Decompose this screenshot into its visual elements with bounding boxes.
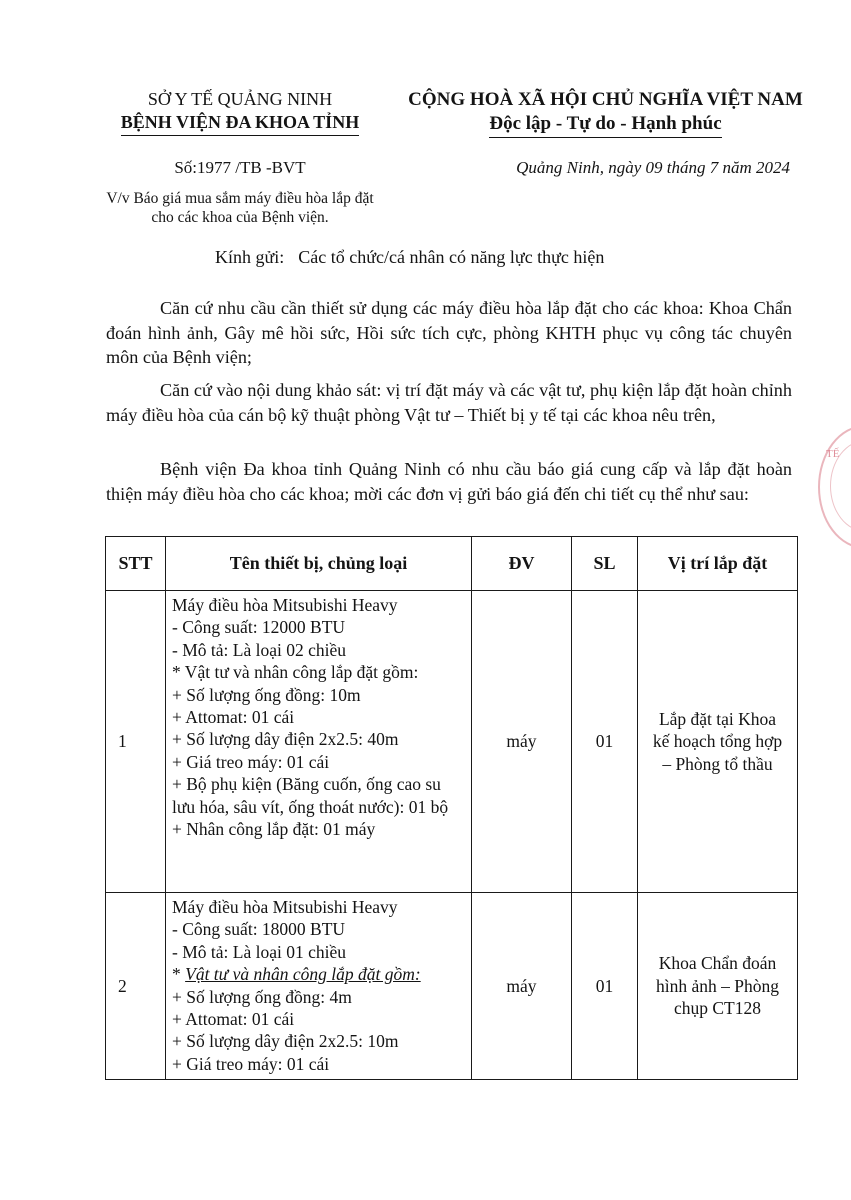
stamp-text: TẾ [826,448,840,460]
recipient-value: Các tổ chức/cá nhân có năng lực thực hiện [298,247,605,267]
paragraph-1: Căn cứ nhu cầu cần thiết sử dụng các máy điều hòa lắp đặt cho các khoa: Khoa Chẩn đoán hình ảnh, Gây mê hồi sức, Hồi sức tích cực, phòng KHTH phục vụ công tác chuyên môn của Bệnh viện; [106,298,792,367]
table-header-row [106,537,798,591]
header-unit: ĐV [472,537,572,591]
cell-location: Lắp đặt tại Khoa kế hoạch tổng hợp – Phòng tổ thầu [638,591,798,893]
cell-unit: máy [472,591,572,893]
cell-unit: máy [472,893,572,1080]
paragraph-3: Bệnh viện Đa khoa tỉnh Quảng Ninh có nhu cầu báo giá cung cấp và lắp đặt hoàn thiện máy điều hòa cho các khoa; mời các đơn vị gửi báo giá đến chi tiết cụ thể như sau: [106,459,792,504]
table-row [106,893,798,1080]
cell-stt: 1 [106,591,166,893]
subject-line-1: V/v Báo giá mua sắm máy điều hòa lắp đặt [106,190,374,207]
org-name: BỆNH VIỆN ĐA KHOA TỈNH [121,111,359,136]
equipment-table [105,536,798,1080]
national-motto: Độc lập - Tự do - Hạnh phúc [489,112,721,138]
country-name: CỘNG HOÀ XÃ HỘI CHỦ NGHĨA VIỆT NAM [408,89,803,110]
cell-stt: 2 [106,893,166,1080]
paragraph-2: Căn cứ vào nội dung khảo sát: vị trí đặt máy và các vật tư, phụ kiện lắp đặt hoàn chỉnh máy điều hòa của cán bộ kỹ thuật phòng Vật tư – Thiết bị y tế tại các khoa nêu trên, [106,380,792,425]
document-number: Số:1977 /TB -BVT [174,158,306,177]
org-parent: SỞ Y TẾ QUẢNG NINH [147,89,333,109]
cell-qty: 01 [572,893,638,1080]
cell-name: Máy điều hòa Mitsubishi Heavy - Công suất: 18000 BTU - Mô tả: Là loại 01 chiều * Vật tư và nhân công lắp đặt gồm: + Số lượng ống đồng: 4m + Attomat: 01 cái + Số lượng dây điện 2x2.5: 10m + Giá treo máy: 01 cái [166,893,472,1080]
cell-location: Khoa Chẩn đoán hình ảnh – Phòng chụp CT128 [638,893,798,1080]
subject-line-2: cho các khoa của Bệnh viện. [151,209,329,226]
header-qty: SL [572,537,638,591]
cell-qty: 01 [572,591,638,893]
issue-date: Quảng Ninh, ngày 09 tháng 7 năm 2024 [516,158,790,177]
header-name: Tên thiết bị, chủng loại [166,537,472,591]
cell-name: Máy điều hòa Mitsubishi Heavy - Công suất: 12000 BTU - Mô tả: Là loại 02 chiều * Vật tư và nhân công lắp đặt gồm: + Số lượng ống đồng: 10m + Attomat: 01 cái + Số lượng dây điện 2x2.5: 40m + Giá treo máy: 01 cái + Bộ phụ kiện (Băng cuốn, ống cao su lưu hóa, sâu vít, ống thoát nước): 01 bộ + Nhân công lắp đặt: 01 máy [166,591,472,893]
header-stt: STT [106,537,166,591]
recipient-label: Kính gửi: [215,247,285,267]
issuing-organization [100,88,380,136]
recipient-line [215,247,604,268]
national-heading [388,88,823,138]
table-row [106,591,798,893]
header-location: Vị trí lắp đặt [638,537,798,591]
subject [95,189,385,227]
